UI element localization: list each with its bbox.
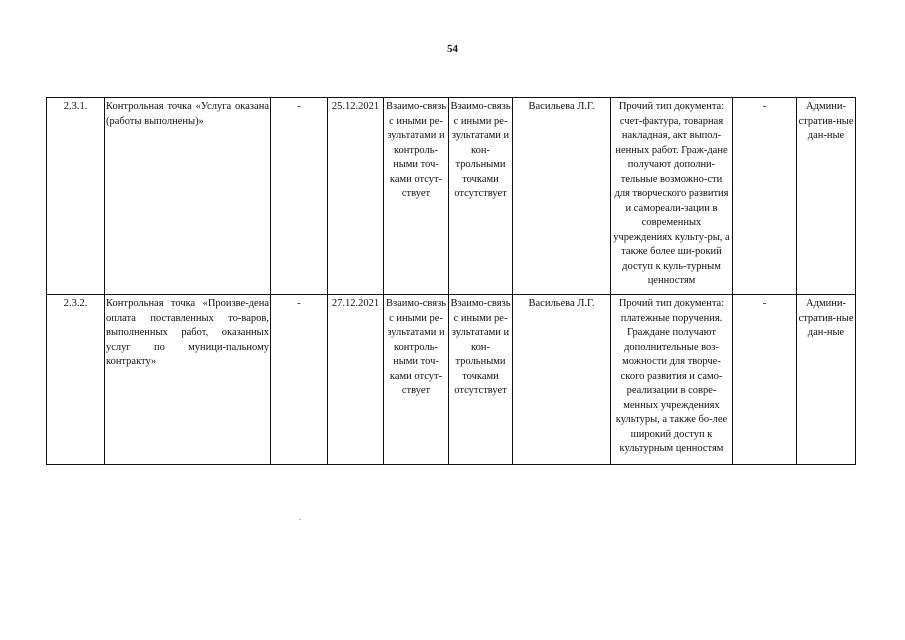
empty-value-cell: -: [733, 98, 797, 295]
link-previous: Взаимо-связь с иными ре-зультатами и контроль-ными точ-ками отсут-ствует: [384, 295, 449, 465]
control-points-table: [46, 97, 856, 465]
empty-value-cell: -: [271, 295, 328, 465]
table-row: [47, 295, 856, 465]
data-source: Админи-стратив-ные дан-ные: [797, 98, 856, 295]
row-number: 2.3.1.: [47, 98, 105, 295]
responsible-person: Васильева Л.Г.: [513, 295, 611, 465]
control-point-name: Контрольная точка «Услуга оказана (работы выполнены)»: [105, 98, 271, 295]
due-date: 27.12.2021: [328, 295, 384, 465]
table-row: [47, 98, 856, 295]
responsible-person: Васильева Л.Г.: [513, 98, 611, 295]
document-type: Прочий тип документа: платежные поручения. Граждане получают дополнительные воз-можности для творче-ского развития и само-реализации в совре-менных учреждениях культуры, а также бо-лее широкий доступ к культурным ценностям: [611, 295, 733, 465]
link-next: Взаимо-связь с иными ре-зультатами и кон-трольными точками отсутствует: [449, 295, 513, 465]
link-previous: Взаимо-связь с иными ре-зультатами и контроль-ными точ-ками отсут-ствует: [384, 98, 449, 295]
link-next: Взаимо-связь с иными ре-зультатами и кон-трольными точками отсутствует: [449, 98, 513, 295]
control-point-name: Контрольная точка «Произве-дена оплата поставленных то-варов, выполненных работ, оказанных услуг по муници-пальному контракту»: [105, 295, 271, 465]
due-date: 25.12.2021: [328, 98, 384, 295]
scan-speck: [299, 519, 301, 520]
page-number: 54: [447, 43, 458, 55]
empty-value-cell: -: [733, 295, 797, 465]
data-source: Админи-стратив-ные дан-ные: [797, 295, 856, 465]
empty-value-cell: -: [271, 98, 328, 295]
document-type: Прочий тип документа: счет-фактура, товарная накладная, акт выпол-ненных работ. Граж-дане получают дополни-тельные возможно-сти для творческого развития и самореали-зации в современных учреждениях культу-ры, а также более ши-рокий доступ к куль-турным ценностям: [611, 98, 733, 295]
row-number: 2.3.2.: [47, 295, 105, 465]
